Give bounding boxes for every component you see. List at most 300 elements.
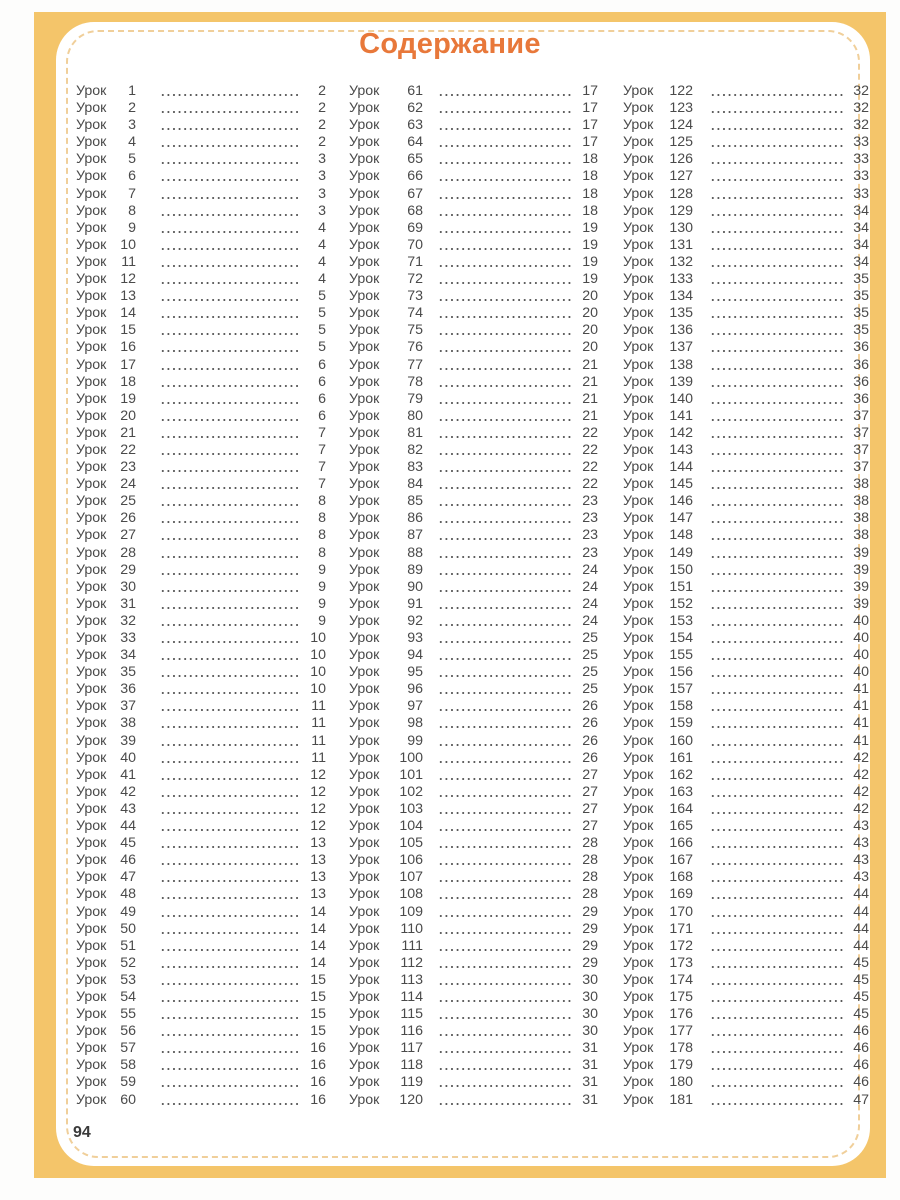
toc-entry <box>349 220 598 237</box>
lesson-label: Урок <box>76 476 107 493</box>
lesson-number: 73 <box>407 288 423 305</box>
dot-leader <box>710 607 846 609</box>
lesson-label: Урок <box>349 852 380 869</box>
lesson-number: 62 <box>407 100 423 117</box>
page-ref: 3 <box>318 168 326 185</box>
lesson-number: 6 <box>128 168 136 185</box>
lesson-number: 67 <box>407 185 423 202</box>
toc-entry <box>349 391 598 408</box>
lesson-label: Урок <box>623 390 654 407</box>
page-ref: 25 <box>582 664 598 681</box>
lesson-label: Урок <box>76 971 107 988</box>
dot-leader <box>160 368 298 370</box>
lesson-number: 166 <box>669 835 693 852</box>
dot-leader <box>710 812 846 814</box>
lesson-label: Урок <box>623 219 654 236</box>
toc-entry <box>349 852 598 869</box>
dot-leader <box>438 624 571 626</box>
lesson-number: 8 <box>128 202 136 219</box>
dot-leader <box>438 658 571 660</box>
page-ref: 40 <box>853 647 869 664</box>
dot-leader <box>710 265 846 267</box>
page-ref: 43 <box>853 852 869 869</box>
dot-leader <box>710 128 846 130</box>
dot-leader <box>160 1000 298 1002</box>
toc-entry <box>76 579 326 596</box>
lesson-label: Урок <box>349 903 380 920</box>
page-ref: 17 <box>582 134 598 151</box>
dot-leader <box>710 521 846 523</box>
lesson-number: 71 <box>407 253 423 270</box>
lesson-number: 82 <box>407 441 423 458</box>
dot-leader <box>160 932 298 934</box>
toc-entry <box>349 1092 598 1109</box>
lesson-label: Урок <box>349 356 380 373</box>
lesson-label: Урок <box>349 749 380 766</box>
lesson-label: Урок <box>76 903 107 920</box>
lesson-label: Урок <box>623 1040 654 1057</box>
lesson-label: Урок <box>349 476 380 493</box>
toc-entry <box>623 1006 869 1023</box>
lesson-label: Урок <box>623 100 654 117</box>
toc-entry <box>76 322 326 339</box>
toc-entry <box>623 681 869 698</box>
dot-leader <box>160 1017 298 1019</box>
toc-entry <box>349 271 598 288</box>
lesson-number: 131 <box>669 236 693 253</box>
dot-leader <box>710 197 846 199</box>
dot-leader <box>710 402 846 404</box>
dot-leader <box>710 419 846 421</box>
lesson-number: 16 <box>120 339 136 356</box>
lesson-label: Урок <box>76 322 107 339</box>
lesson-number: 165 <box>669 818 693 835</box>
dot-leader <box>160 761 298 763</box>
toc-entry <box>76 784 326 801</box>
lesson-number: 66 <box>407 168 423 185</box>
page-ref: 45 <box>853 1006 869 1023</box>
toc-entry <box>623 647 869 664</box>
lesson-label: Урок <box>76 920 107 937</box>
lesson-number: 74 <box>407 305 423 322</box>
page-ref: 2 <box>318 117 326 134</box>
page-ref: 6 <box>318 356 326 373</box>
lesson-number: 162 <box>669 766 693 783</box>
page-ref: 35 <box>853 305 869 322</box>
lesson-label: Урок <box>623 356 654 373</box>
page-ref: 38 <box>853 527 869 544</box>
dot-leader <box>160 692 298 694</box>
page-ref: 28 <box>582 869 598 886</box>
toc-entry <box>349 322 598 339</box>
lesson-number: 169 <box>669 886 693 903</box>
page-ref: 38 <box>853 476 869 493</box>
toc-entry <box>349 664 598 681</box>
toc-entry <box>349 698 598 715</box>
page-ref: 6 <box>318 373 326 390</box>
lesson-number: 48 <box>120 886 136 903</box>
toc-entry <box>623 955 869 972</box>
page-ref: 2 <box>318 83 326 99</box>
lesson-label: Урок <box>349 407 380 424</box>
page-ref: 5 <box>318 305 326 322</box>
lesson-number: 46 <box>120 852 136 869</box>
lesson-label: Урок <box>623 1057 654 1074</box>
page-ref: 29 <box>582 937 598 954</box>
dot-leader <box>160 111 298 113</box>
lesson-number: 101 <box>399 766 423 783</box>
toc-entry <box>349 357 598 374</box>
dot-leader <box>438 1103 571 1105</box>
page-ref: 7 <box>318 424 326 441</box>
dot-leader <box>438 453 571 455</box>
lesson-number: 93 <box>407 630 423 646</box>
toc-entry <box>76 374 326 391</box>
page-ref: 34 <box>853 253 869 270</box>
dot-leader <box>710 675 846 677</box>
page-ref: 29 <box>582 920 598 937</box>
lesson-label: Урок <box>349 664 380 681</box>
lesson-number: 59 <box>120 1074 136 1091</box>
lesson-number: 149 <box>669 544 693 561</box>
page-ref: 5 <box>318 322 326 339</box>
toc-entry <box>623 100 869 117</box>
toc-entry <box>349 613 598 630</box>
dot-leader <box>710 880 846 882</box>
lesson-number: 112 <box>400 954 423 971</box>
lesson-number: 125 <box>669 134 693 151</box>
lesson-number: 47 <box>120 869 136 886</box>
page-ref: 15 <box>310 1023 326 1040</box>
page-ref: 18 <box>582 185 598 202</box>
lesson-label: Урок <box>349 766 380 783</box>
toc-entry <box>623 613 869 630</box>
toc-entry <box>76 203 326 220</box>
toc-entry <box>623 1023 869 1040</box>
lesson-number: 171 <box>669 920 693 937</box>
toc-entry <box>349 1023 598 1040</box>
page-ref: 4 <box>318 236 326 253</box>
lesson-number: 23 <box>120 459 136 476</box>
toc-entry <box>623 493 869 510</box>
toc-entry <box>76 630 326 647</box>
page-ref: 10 <box>310 647 326 664</box>
page-ref: 14 <box>310 937 326 954</box>
lesson-label: Урок <box>349 1074 380 1091</box>
lesson-label: Урок <box>76 561 107 578</box>
lesson-number: 168 <box>669 869 693 886</box>
lesson-label: Урок <box>623 954 654 971</box>
toc-entry <box>623 186 869 203</box>
toc-entry <box>76 151 326 168</box>
toc-entry <box>349 801 598 818</box>
lesson-label: Урок <box>349 1023 380 1040</box>
dot-leader <box>160 556 298 558</box>
lesson-label: Урок <box>76 151 107 168</box>
dot-leader <box>438 812 571 814</box>
lesson-label: Урок <box>623 510 654 527</box>
lesson-label: Урок <box>349 630 380 646</box>
lesson-label: Урок <box>76 698 107 715</box>
toc-entry <box>76 100 326 117</box>
dot-leader <box>438 385 571 387</box>
page-ref: 27 <box>582 783 598 800</box>
toc-entry <box>623 151 869 168</box>
dot-leader <box>160 145 298 147</box>
page-ref: 14 <box>310 920 326 937</box>
toc-entry <box>623 852 869 869</box>
dot-leader <box>438 778 571 780</box>
dot-leader <box>710 897 846 899</box>
lesson-label: Урок <box>76 100 107 117</box>
page-ref: 46 <box>853 1023 869 1040</box>
toc-entry <box>76 1074 326 1091</box>
dot-leader <box>710 316 846 318</box>
lesson-number: 51 <box>120 937 136 954</box>
toc-entry <box>76 733 326 750</box>
page-ref: 34 <box>853 202 869 219</box>
page-ref: 22 <box>582 424 598 441</box>
dot-leader <box>438 607 571 609</box>
lesson-label: Урок <box>349 971 380 988</box>
lesson-label: Урок <box>623 698 654 715</box>
page-ref: 35 <box>853 271 869 288</box>
dot-leader <box>160 607 298 609</box>
lesson-label: Урок <box>76 493 107 510</box>
lesson-label: Урок <box>349 168 380 185</box>
lesson-label: Урок <box>76 800 107 817</box>
toc-entry <box>349 972 598 989</box>
lesson-label: Урок <box>623 544 654 561</box>
lesson-number: 90 <box>407 578 423 595</box>
lesson-number: 58 <box>120 1057 136 1074</box>
toc-entry <box>623 818 869 835</box>
lesson-number: 111 <box>401 937 423 954</box>
toc-entry <box>623 921 869 938</box>
lesson-label: Урок <box>349 1091 380 1108</box>
lesson-number: 127 <box>669 168 693 185</box>
lesson-label: Урок <box>76 1057 107 1074</box>
page-ref: 12 <box>310 800 326 817</box>
dot-leader <box>160 863 298 865</box>
lesson-number: 29 <box>120 561 136 578</box>
page-ref: 43 <box>853 835 869 852</box>
dot-leader <box>438 333 571 335</box>
lesson-number: 61 <box>407 83 423 99</box>
dot-leader <box>438 94 571 96</box>
lesson-label: Урок <box>623 168 654 185</box>
lesson-label: Урок <box>76 1091 107 1108</box>
lesson-label: Урок <box>76 407 107 424</box>
page-ref: 23 <box>582 527 598 544</box>
page-ref: 18 <box>582 151 598 168</box>
toc-entry <box>623 545 869 562</box>
page-ref: 4 <box>318 271 326 288</box>
page-ref: 12 <box>310 783 326 800</box>
lesson-number: 54 <box>120 988 136 1005</box>
page-ref: 39 <box>853 544 869 561</box>
lesson-number: 172 <box>669 937 693 954</box>
lesson-label: Урок <box>76 749 107 766</box>
toc-column-2 <box>349 83 598 1109</box>
page-ref: 24 <box>582 612 598 629</box>
lesson-number: 95 <box>407 664 423 681</box>
lesson-number: 21 <box>120 424 136 441</box>
toc-column-1 <box>76 83 326 1109</box>
lesson-number: 106 <box>399 852 423 869</box>
page-ref: 3 <box>318 185 326 202</box>
lesson-label: Урок <box>623 117 654 134</box>
lesson-number: 18 <box>120 373 136 390</box>
toc-entry <box>349 921 598 938</box>
lesson-label: Урок <box>623 971 654 988</box>
toc-entry <box>623 168 869 185</box>
lesson-number: 167 <box>669 852 693 869</box>
dot-leader <box>710 744 846 746</box>
dot-leader <box>438 214 571 216</box>
toc-entry <box>76 220 326 237</box>
toc-entry <box>349 886 598 903</box>
dot-leader <box>438 265 571 267</box>
toc-entry <box>76 339 326 356</box>
dot-leader <box>438 521 571 523</box>
page-ref: 24 <box>582 595 598 612</box>
dot-leader <box>160 436 298 438</box>
dot-leader <box>160 231 298 233</box>
lesson-label: Урок <box>623 236 654 253</box>
lesson-number: 26 <box>120 510 136 527</box>
lesson-label: Урок <box>76 766 107 783</box>
dot-leader <box>438 675 571 677</box>
page-ref: 17 <box>582 100 598 117</box>
lesson-number: 68 <box>407 202 423 219</box>
page-ref: 16 <box>310 1091 326 1108</box>
lesson-label: Урок <box>76 219 107 236</box>
dot-leader <box>710 538 846 540</box>
dot-leader <box>438 880 571 882</box>
page-ref: 6 <box>318 407 326 424</box>
dot-leader <box>160 624 298 626</box>
lesson-label: Урок <box>349 424 380 441</box>
dot-leader <box>710 778 846 780</box>
lesson-label: Урок <box>623 476 654 493</box>
page-ref: 10 <box>310 681 326 698</box>
lesson-number: 159 <box>669 715 693 732</box>
page-ref: 5 <box>318 339 326 356</box>
lesson-number: 179 <box>669 1057 693 1074</box>
lesson-number: 119 <box>400 1074 423 1091</box>
page-ref: 44 <box>853 937 869 954</box>
lesson-number: 116 <box>400 1023 423 1040</box>
toc-entry <box>623 442 869 459</box>
lesson-label: Урок <box>349 681 380 698</box>
dot-leader <box>160 778 298 780</box>
page-ref: 22 <box>582 459 598 476</box>
lesson-number: 97 <box>407 698 423 715</box>
lesson-number: 10 <box>120 236 136 253</box>
toc-entry <box>623 767 869 784</box>
lesson-label: Урок <box>76 168 107 185</box>
dot-leader <box>160 897 298 899</box>
lesson-number: 146 <box>669 493 693 510</box>
toc-entry <box>349 818 598 835</box>
dot-leader <box>160 214 298 216</box>
lesson-number: 32 <box>120 612 136 629</box>
lesson-label: Урок <box>623 630 654 646</box>
lesson-number: 78 <box>407 373 423 390</box>
toc-entry <box>76 476 326 493</box>
toc-entry <box>349 459 598 476</box>
page-ref: 32 <box>853 100 869 117</box>
lesson-label: Урок <box>349 578 380 595</box>
lesson-number: 130 <box>669 219 693 236</box>
page-ref: 11 <box>311 715 326 732</box>
toc-entry <box>76 186 326 203</box>
page-ref: 11 <box>311 732 326 749</box>
toc-entry <box>349 545 598 562</box>
page-ref: 35 <box>853 322 869 339</box>
lesson-number: 91 <box>407 595 423 612</box>
toc-entry <box>349 1074 598 1091</box>
page-ref: 19 <box>582 236 598 253</box>
dot-leader <box>710 214 846 216</box>
lesson-number: 30 <box>120 578 136 595</box>
toc-entry <box>623 596 869 613</box>
toc-entry <box>349 476 598 493</box>
lesson-label: Урок <box>76 715 107 732</box>
page-ref: 28 <box>582 886 598 903</box>
page-ref: 33 <box>853 185 869 202</box>
lesson-label: Урок <box>623 852 654 869</box>
toc-entry <box>76 305 326 322</box>
lesson-label: Урок <box>349 271 380 288</box>
dot-leader <box>438 419 571 421</box>
lesson-label: Урок <box>76 288 107 305</box>
lesson-label: Урок <box>623 493 654 510</box>
lesson-number: 35 <box>120 664 136 681</box>
page-ref: 10 <box>310 630 326 646</box>
dot-leader <box>710 282 846 284</box>
toc-entry <box>623 904 869 921</box>
lesson-number: 100 <box>399 749 423 766</box>
lesson-label: Урок <box>349 83 380 99</box>
page-ref: 33 <box>853 134 869 151</box>
page-ref: 23 <box>582 493 598 510</box>
toc-entry <box>76 1040 326 1057</box>
page-ref: 19 <box>582 219 598 236</box>
page-ref: 19 <box>582 271 598 288</box>
page-ref: 19 <box>582 253 598 270</box>
page-ref: 10 <box>310 664 326 681</box>
lesson-number: 124 <box>669 117 693 134</box>
page-ref: 36 <box>853 390 869 407</box>
toc-entry <box>623 801 869 818</box>
lesson-label: Урок <box>349 322 380 339</box>
page-ref: 45 <box>853 954 869 971</box>
page-ref: 37 <box>853 441 869 458</box>
page-ref: 9 <box>318 561 326 578</box>
page-ref: 34 <box>853 236 869 253</box>
lesson-label: Урок <box>76 647 107 664</box>
lesson-label: Урок <box>623 749 654 766</box>
lesson-label: Урок <box>623 83 654 99</box>
lesson-number: 142 <box>669 424 693 441</box>
toc-entry <box>76 254 326 271</box>
lesson-number: 176 <box>669 1006 693 1023</box>
lesson-label: Урок <box>76 373 107 390</box>
page-ref: 30 <box>582 971 598 988</box>
lesson-label: Урок <box>623 681 654 698</box>
